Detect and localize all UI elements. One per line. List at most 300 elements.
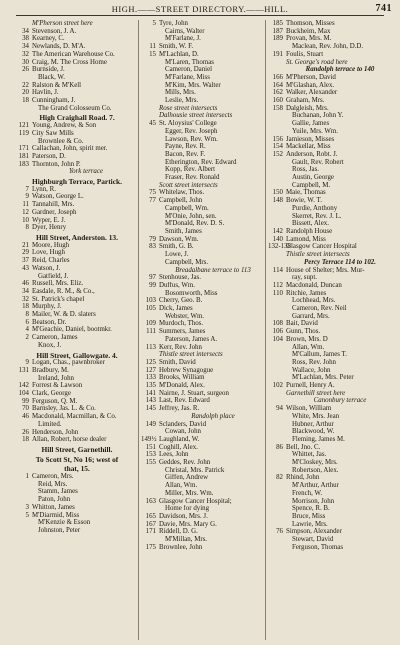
entry-text: Stewart, David xyxy=(292,536,334,544)
house-number xyxy=(141,136,159,144)
house-number xyxy=(141,97,159,105)
directory-entry xyxy=(268,274,394,282)
entry-text: M'Pherson, David xyxy=(286,73,336,81)
house-number xyxy=(14,519,32,527)
directory-entry xyxy=(268,243,394,251)
house-number: 99 xyxy=(149,281,156,289)
directory-entry xyxy=(14,122,140,130)
directory-entry xyxy=(268,43,394,51)
directory-entry xyxy=(141,505,267,513)
directory-entry xyxy=(268,382,394,390)
house-number: 119 xyxy=(18,129,29,137)
entry-text: Thomson, Misses xyxy=(286,20,335,27)
entry-text: Campbell, Wm. xyxy=(165,204,209,212)
directory-entry xyxy=(14,66,140,74)
house-number xyxy=(268,159,286,167)
house-number xyxy=(141,213,159,221)
directory-entry xyxy=(141,374,267,382)
house-number: 163 xyxy=(145,497,156,505)
directory-entry xyxy=(268,397,394,405)
directory-entry xyxy=(14,303,140,311)
entry-text: Payne, Rev. R. xyxy=(165,143,206,151)
directory-entry xyxy=(141,66,267,74)
house-number: 142 xyxy=(272,227,283,235)
entry-text: Lawrie, Mrs. xyxy=(292,520,328,528)
directory-entry xyxy=(268,467,394,475)
house-number xyxy=(268,459,286,467)
house-number: 6 xyxy=(25,318,29,326)
entry-text: Blackwood, W. xyxy=(292,428,335,436)
house-number: 22 xyxy=(22,81,29,89)
entry-text: M'Glashan, Alex. xyxy=(286,81,335,89)
directory-entry xyxy=(268,536,394,544)
directory-entry xyxy=(14,186,140,194)
house-number xyxy=(141,413,159,421)
entry-text: Glasgow Cancer Hospital xyxy=(286,243,357,251)
entry-text: City Saw Mills xyxy=(32,129,74,137)
entry-text: M'Pherson street here xyxy=(32,20,93,27)
entry-text: Allan, Wm. xyxy=(165,482,198,490)
entry-text: Fleming, James M. xyxy=(292,435,345,443)
entry-text: M'Farlane, J. xyxy=(165,35,201,43)
house-number xyxy=(268,43,286,51)
house-number xyxy=(268,451,286,459)
house-number xyxy=(268,128,286,136)
entry-text: M'Farlane, Miss xyxy=(165,73,210,81)
entry-text: M'Closkey, Mrs. xyxy=(292,459,338,467)
entry-text: Stamm, James xyxy=(38,488,78,496)
entry-text: Paterson, James A. xyxy=(165,335,218,343)
house-number xyxy=(268,521,286,529)
directory-entry xyxy=(268,97,394,105)
running-title: HIGH.——STREET DIRECTORY.——HILL. xyxy=(111,4,289,14)
entry-text: Smith, W. F. xyxy=(159,43,194,51)
house-number xyxy=(268,397,286,405)
entry-text: Brown, Mrs. D xyxy=(286,335,328,343)
house-number xyxy=(141,166,159,174)
directory-entry xyxy=(14,473,140,481)
entry-text: M'Donald, Alex. xyxy=(159,382,205,390)
entry-text: Dawson, Wm. xyxy=(159,235,199,243)
directory-entry xyxy=(14,398,140,406)
entry-text: Thornton, John P. xyxy=(32,160,81,168)
house-number xyxy=(141,505,159,513)
entry-text: Purnell, Henry A. xyxy=(286,382,335,390)
house-number xyxy=(141,89,159,97)
entry-text: Cameron, James xyxy=(32,334,78,342)
house-number xyxy=(141,174,159,182)
house-number xyxy=(268,66,286,74)
directory-entry xyxy=(14,20,140,28)
house-number: 77 xyxy=(149,197,156,205)
directory-entry xyxy=(14,319,140,327)
house-number xyxy=(268,490,286,498)
entry-text: Russell, Mrs. Eliz. xyxy=(32,280,84,288)
house-number: 11 xyxy=(22,201,29,209)
house-number: 148 xyxy=(272,197,283,205)
house-number: 189 xyxy=(272,35,283,43)
house-number xyxy=(141,28,159,36)
directory-entry xyxy=(141,490,267,498)
house-number: 175 xyxy=(145,543,156,551)
entry-text: Easdale, R. M., & Co., xyxy=(32,287,95,295)
house-number: 191 xyxy=(272,50,283,58)
directory-entry xyxy=(268,267,394,275)
house-number: 5 xyxy=(152,20,156,27)
entry-text: Sclanders, David xyxy=(159,420,207,428)
directory-entry xyxy=(14,527,140,535)
directory-entry xyxy=(141,313,267,321)
directory-entry xyxy=(268,236,394,244)
entry-text: Last, Rev. Edward xyxy=(159,397,210,405)
section-heading xyxy=(14,456,140,464)
house-number: 167 xyxy=(145,520,156,528)
house-number xyxy=(268,297,286,305)
house-number xyxy=(268,390,286,398)
house-number xyxy=(268,166,286,174)
house-number xyxy=(141,259,159,267)
entry-text: Lynn, R. xyxy=(32,185,56,193)
entry-text: Randolph place xyxy=(191,412,235,420)
directory-entry xyxy=(141,328,267,336)
house-number: 140 xyxy=(272,235,283,243)
directory-entry xyxy=(268,451,394,459)
directory-entry xyxy=(141,59,267,67)
directory-entry xyxy=(141,336,267,344)
house-number xyxy=(141,474,159,482)
house-number: 153 xyxy=(145,451,156,459)
directory-entry xyxy=(14,273,140,281)
house-number xyxy=(141,536,159,544)
house-number xyxy=(268,213,286,221)
entry-text: Dick, James xyxy=(159,305,193,313)
directory-entry xyxy=(268,74,394,82)
directory-entry xyxy=(14,265,140,273)
entry-text: Henderson, John xyxy=(32,428,79,436)
house-number: 112 xyxy=(272,281,283,289)
entry-text: Murphy, J. xyxy=(32,303,62,311)
directory-entry xyxy=(268,159,394,167)
house-number: 26 xyxy=(22,66,29,74)
entry-text: Mills, Mrs. xyxy=(165,89,196,97)
house-number: 165 xyxy=(145,513,156,520)
entry-text: Jeffrey, Jas. R. xyxy=(159,405,200,413)
entry-text: Yuile, Mrs. Wm. xyxy=(292,127,338,135)
directory-entry xyxy=(268,28,394,36)
entry-text: Morrison, John xyxy=(292,497,335,505)
house-number: 111 xyxy=(146,328,156,336)
house-number xyxy=(268,421,286,429)
directory-entry xyxy=(268,505,394,513)
page-header xyxy=(0,2,400,16)
entry-text: Campbell, John xyxy=(159,197,203,205)
directory-entry xyxy=(141,205,267,213)
entry-text: Fraser, Rev. Ronald xyxy=(165,174,220,182)
entry-text: M'Lachlan, D. xyxy=(159,50,199,58)
directory-entry xyxy=(268,128,394,136)
column-3 xyxy=(268,20,394,642)
entry-text: Kopp, Rev. Albert xyxy=(165,166,216,174)
house-number: 38 xyxy=(22,35,29,43)
house-number xyxy=(141,290,159,298)
entry-text: Campbell, M. xyxy=(292,181,331,189)
directory-entry xyxy=(141,521,267,529)
entry-text: Bell, Jno. C. xyxy=(286,443,321,451)
directory-entry xyxy=(14,224,140,232)
directory-entry xyxy=(141,20,267,28)
entry-text: Watson, George L. xyxy=(32,193,84,201)
house-number xyxy=(14,342,32,350)
directory-entry xyxy=(14,296,140,304)
house-number xyxy=(14,138,32,146)
directory-entry xyxy=(141,359,267,367)
house-number: 97 xyxy=(149,274,156,282)
house-number: 8 xyxy=(25,224,29,232)
directory-entry xyxy=(268,82,394,90)
house-number: 181 xyxy=(18,152,29,160)
street-name: Hill Street, Garnethill. xyxy=(41,445,113,454)
house-number xyxy=(141,182,159,190)
entry-text: Cherry, Geo. B. xyxy=(159,297,203,305)
entry-text: Stenhouse, Jas. xyxy=(159,274,201,282)
house-number xyxy=(268,544,286,552)
directory-entry xyxy=(141,367,267,375)
entry-text: Lamond, Miss xyxy=(286,235,326,243)
street-name: High Craighall Road. 7. xyxy=(39,114,115,123)
directory-entry xyxy=(268,205,394,213)
entry-text: Egger, Rev. Joseph xyxy=(165,127,218,135)
entry-text: Ralston & M'Kell xyxy=(32,81,82,89)
directory-entry xyxy=(141,35,267,43)
column-1 xyxy=(14,20,140,642)
directory-entry xyxy=(268,521,394,529)
section-heading xyxy=(14,114,140,122)
directory-entry xyxy=(268,405,394,413)
directory-entry xyxy=(268,66,394,74)
house-number: 185 xyxy=(272,20,283,27)
house-number: 149½ xyxy=(141,435,157,443)
directory-entry xyxy=(14,405,140,413)
house-number: 15 xyxy=(149,50,156,58)
entry-text: Cairns, Walter xyxy=(165,27,205,35)
entry-text: M'Geachie, Daniel, bootmkr. xyxy=(32,326,112,334)
house-number xyxy=(268,174,286,182)
directory-entry xyxy=(268,390,394,398)
entry-text: M'Onie, John, sen. xyxy=(165,212,217,220)
house-number xyxy=(14,168,32,176)
directory-entry xyxy=(14,326,140,334)
entry-text: Smith, James xyxy=(165,227,202,235)
house-number: 46 xyxy=(22,280,29,288)
entry-text: Home for dying xyxy=(165,505,210,513)
directory-entry xyxy=(268,59,394,67)
directory-entry xyxy=(141,459,267,467)
house-number: 75 xyxy=(149,189,156,197)
directory-entry xyxy=(141,159,267,167)
entry-text: Whitelaw, Thos. xyxy=(159,189,205,197)
entry-text: Brownlee, John xyxy=(159,543,203,551)
entry-text: Ross, Rev. John xyxy=(292,358,336,366)
house-number: 105 xyxy=(145,305,156,313)
house-number xyxy=(14,421,32,429)
entry-text: Craig, M. The Cross Home xyxy=(32,58,107,66)
entry-text: Giffen, Andrew xyxy=(165,474,209,482)
directory-entry xyxy=(141,82,267,90)
directory-entry xyxy=(14,35,140,43)
entry-text: Cowan, John xyxy=(165,428,201,436)
directory-entry xyxy=(14,74,140,82)
house-number xyxy=(268,59,286,67)
directory-entry xyxy=(268,428,394,436)
house-number: 125 xyxy=(145,358,156,366)
directory-entry xyxy=(141,344,267,352)
house-number: 9 xyxy=(25,193,29,201)
directory-entry xyxy=(14,311,140,319)
directory-entry xyxy=(141,97,267,105)
house-number: 154 xyxy=(272,143,283,151)
house-number: 104 xyxy=(272,335,283,343)
page-number: 741 xyxy=(375,3,392,14)
directory-entry xyxy=(268,20,394,28)
directory-entry xyxy=(268,544,394,552)
house-number: 183 xyxy=(18,160,29,168)
entry-text: Hubner, Arthur xyxy=(292,420,334,428)
directory-entry xyxy=(141,120,267,128)
house-number: 166 xyxy=(272,73,283,81)
entry-text: Garrard, Mrs. xyxy=(292,312,330,320)
house-number: 29 xyxy=(22,249,29,257)
directory-entry xyxy=(268,151,394,159)
entry-text: Barnsley, Jas. L. & Co. xyxy=(32,405,96,413)
directory-entry xyxy=(141,474,267,482)
entry-text: Bait, David xyxy=(286,320,318,328)
directory-entry xyxy=(141,189,267,197)
directory-entry xyxy=(268,336,394,344)
entry-text: French, W. xyxy=(292,489,323,497)
entry-text: Limited. xyxy=(38,420,62,428)
house-number xyxy=(141,490,159,498)
directory-entry xyxy=(268,290,394,298)
entry-text: Mackellar, Miss xyxy=(286,143,331,151)
house-number: 171 xyxy=(145,528,156,536)
house-number: 45 xyxy=(149,120,156,128)
entry-text: Buchanan, John Y. xyxy=(292,112,344,120)
entry-text: Christal, Mrs. Patrick xyxy=(165,466,225,474)
directory-entry xyxy=(141,128,267,136)
house-number xyxy=(14,273,32,281)
directory-entry xyxy=(268,313,394,321)
entry-text: Dyer, Henry xyxy=(32,224,67,232)
house-number: 114 xyxy=(272,266,283,274)
house-number xyxy=(141,128,159,136)
house-number xyxy=(14,488,32,496)
directory-entry xyxy=(14,288,140,296)
entry-text: Black, W. xyxy=(38,73,65,81)
entry-text: Brooks, William xyxy=(159,374,205,382)
entry-text: Bradbury, M. xyxy=(32,366,69,374)
directory-entry xyxy=(14,201,140,209)
house-number xyxy=(268,182,286,190)
entry-text: Macdonald, Macmillan, & Co. xyxy=(32,413,117,421)
house-number xyxy=(14,496,32,504)
entry-text: Ross, Jas. xyxy=(292,166,319,174)
directory-entry xyxy=(141,105,267,113)
house-number xyxy=(268,536,286,544)
entry-text: Watson, J. xyxy=(32,264,61,272)
directory-entry xyxy=(14,519,140,527)
directory-entry xyxy=(141,421,267,429)
directory-entry xyxy=(268,112,394,120)
directory-entry xyxy=(141,136,267,144)
house-number: 164 xyxy=(272,81,283,89)
house-number: 135 xyxy=(145,382,156,390)
entry-text: Scott street intersects xyxy=(159,181,218,189)
entry-text: Allan, Wm. xyxy=(292,343,325,351)
house-number: 83 xyxy=(149,243,156,251)
column-divider-1 xyxy=(138,20,139,640)
directory-entry xyxy=(141,382,267,390)
house-number xyxy=(141,74,159,82)
street-name: Hill Street, Gallowgate. 4. xyxy=(36,351,118,360)
entry-text: Gault, Rev. Robert xyxy=(292,158,344,166)
entry-text: Coghill, Alex. xyxy=(159,443,198,451)
house-number: 150 xyxy=(272,189,283,197)
section-heading xyxy=(14,178,140,186)
directory-entry xyxy=(268,89,394,97)
entry-text: Mailer, W. & D. slaters xyxy=(32,311,96,319)
entry-text: Reid, Charles xyxy=(32,257,70,265)
house-number: 5 xyxy=(25,511,29,519)
directory-entry xyxy=(14,249,140,257)
entry-text: M'Millan, Mrs. xyxy=(165,536,208,544)
directory-entry xyxy=(14,342,140,350)
entry-text: Spence, R. B. xyxy=(292,505,330,513)
directory-entry xyxy=(14,43,140,51)
house-number: 108 xyxy=(272,320,283,328)
directory-entry xyxy=(268,282,394,290)
directory-entry xyxy=(14,130,140,138)
directory-entry xyxy=(14,217,140,225)
directory-entry xyxy=(14,51,140,59)
entry-text: Murdoch, Thos. xyxy=(159,320,204,328)
entry-text: Havlin, J. xyxy=(32,89,59,97)
directory-entry xyxy=(268,136,394,144)
house-number xyxy=(141,336,159,344)
entry-text: Smith, David xyxy=(159,358,196,366)
entry-text: Beatson, Dr. xyxy=(32,318,67,326)
house-number: 21 xyxy=(22,241,29,249)
house-number xyxy=(141,267,159,275)
house-number: 131 xyxy=(18,366,29,374)
entry-text: Maclean, Rev. John, D.D. xyxy=(292,43,364,51)
entry-text: Lees, John xyxy=(159,451,189,459)
house-number xyxy=(268,413,286,421)
column-divider-2 xyxy=(265,20,266,640)
entry-text: Dalhousie street intersects xyxy=(159,112,233,120)
directory-entry xyxy=(268,51,394,59)
entry-text: Young, Andrew, & Son xyxy=(32,122,97,130)
directory-entry xyxy=(141,28,267,36)
house-number: 121 xyxy=(18,122,29,130)
entry-text: Cameron, Mrs. xyxy=(32,473,74,481)
street-name: Hill Street, Anderston. 13. xyxy=(36,233,118,242)
entry-text: Lowe, J. xyxy=(165,251,189,259)
directory-entry xyxy=(141,528,267,536)
directory-entry xyxy=(268,320,394,328)
entry-text: Tyre, John xyxy=(159,20,188,27)
entry-text: Miller, Mrs. Wm. xyxy=(165,489,214,497)
entry-text: Ritchie, James xyxy=(286,289,327,297)
